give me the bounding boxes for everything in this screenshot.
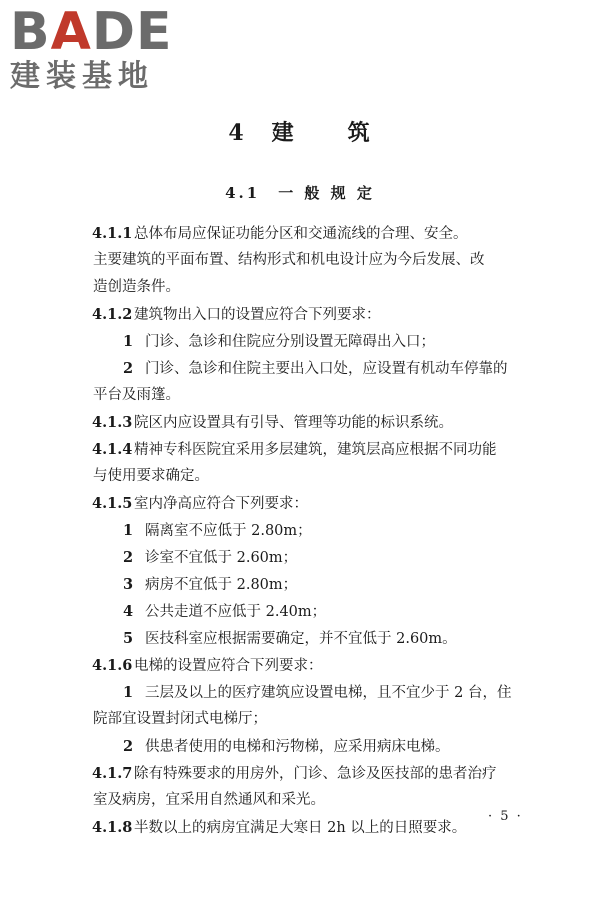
clause-line [93, 598, 553, 625]
clause-text: 隔离室不应低于 2.80m； [145, 523, 312, 539]
clause-number: 4.1.7 [92, 765, 133, 782]
clause-line [93, 463, 553, 490]
clause-text: 诊室不宜低于 2.60m； [145, 550, 298, 566]
clause-text: 精神专科医院宜采用多层建筑，建筑层高应根据不同功能 [134, 442, 497, 458]
clause-text: 建筑物出入口的设置应符合下列要求： [134, 307, 381, 323]
item-number: 1 [123, 684, 134, 701]
clause-text: 门诊、急诊和住院应分别设置无障碍出入口； [145, 334, 435, 350]
clause-line [93, 625, 553, 652]
clause-line [93, 544, 553, 571]
logo-subtitle: 建装基地 [10, 59, 154, 94]
clause-line [92, 409, 553, 436]
chapter-number: 4 [228, 120, 246, 146]
clause-text: 院区内应设置具有引导、管理等功能的标识系统。 [134, 415, 453, 431]
clause-line [93, 382, 553, 409]
clause-text: 平台及雨篷。 [93, 387, 180, 403]
item-number: 2 [123, 738, 134, 755]
item-number: 4 [123, 603, 134, 620]
clause-number: 4.1.4 [92, 441, 133, 458]
item-number: 1 [123, 333, 134, 350]
clause-list [93, 220, 553, 841]
clause-line [92, 652, 553, 679]
clause-number: 4.1.1 [92, 225, 133, 242]
clause-line [93, 328, 553, 355]
clause-text: 医技科室应根据需要确定，并不宜低于 2.60m。 [145, 631, 457, 647]
clause-text: 总体布局应保证功能分区和交通流线的合理、安全。 [134, 226, 468, 242]
clause-line [93, 517, 553, 544]
clause-line [92, 436, 553, 463]
clause-text: 室内净高应符合下列要求： [134, 496, 308, 512]
clause-line [93, 706, 553, 733]
clause-text: 病房不宜低于 2.80m； [145, 577, 298, 593]
clause-line [93, 355, 553, 382]
clause-text: 门诊、急诊和住院主要出入口处，应设置有机动车停靠的 [145, 361, 508, 377]
clause-text: 供患者使用的电梯和污物梯，应采用病床电梯。 [145, 739, 450, 755]
clause-number: 4.1.5 [92, 495, 133, 512]
clause-number: 4.1.3 [92, 414, 133, 431]
item-number: 3 [123, 576, 134, 593]
item-number: 2 [123, 549, 134, 566]
clause-line [92, 760, 553, 787]
chapter-title-2: 筑 [347, 120, 372, 146]
clause-line [92, 220, 553, 247]
clause-number: 4.1.2 [92, 306, 133, 323]
clause-text: 三层及以上的医疗建筑应设置电梯，且不宜少于 2 台，住 [145, 685, 512, 701]
clause-line [92, 490, 553, 517]
brand-logo [10, 2, 173, 94]
clause-text: 与使用要求确定。 [93, 468, 209, 484]
clause-number: 4.1.6 [92, 657, 133, 674]
clause-text: 造创造条件。 [93, 279, 180, 295]
clause-line [92, 301, 553, 328]
clause-text: 除有特殊要求的用房外，门诊、急诊及医技部的患者治疗 [134, 766, 497, 782]
clause-line [93, 787, 553, 814]
clause-line [92, 814, 553, 841]
logo-wordmark: BADE [10, 2, 173, 62]
clause-line [93, 571, 553, 598]
chapter-heading [0, 116, 600, 147]
clause-text: 半数以上的病房宜满足大寒日 2h 以上的日照要求。 [134, 820, 467, 836]
clause-text: 主要建筑的平面布置、结构形式和机电设计应为今后发展、改 [93, 252, 485, 268]
clause-line [93, 679, 553, 706]
clause-text: 电梯的设置应符合下列要求： [134, 658, 323, 674]
clause-line [93, 733, 553, 760]
item-number: 2 [123, 360, 134, 377]
clause-line [93, 274, 553, 301]
page-number: · 5 · [488, 809, 523, 824]
item-number: 5 [123, 630, 134, 647]
clause-line [93, 247, 553, 274]
chapter-title-1: 建 [271, 120, 296, 146]
section-heading: 4.1 一 般 规 定 [225, 184, 375, 202]
item-number: 1 [123, 522, 134, 539]
clause-number: 4.1.8 [92, 819, 133, 836]
clause-text: 院部宜设置封闭式电梯厅； [93, 711, 267, 727]
clause-text: 公共走道不应低于 2.40m； [145, 604, 327, 620]
clause-text: 室及病房，宜采用自然通风和采光。 [93, 792, 325, 808]
